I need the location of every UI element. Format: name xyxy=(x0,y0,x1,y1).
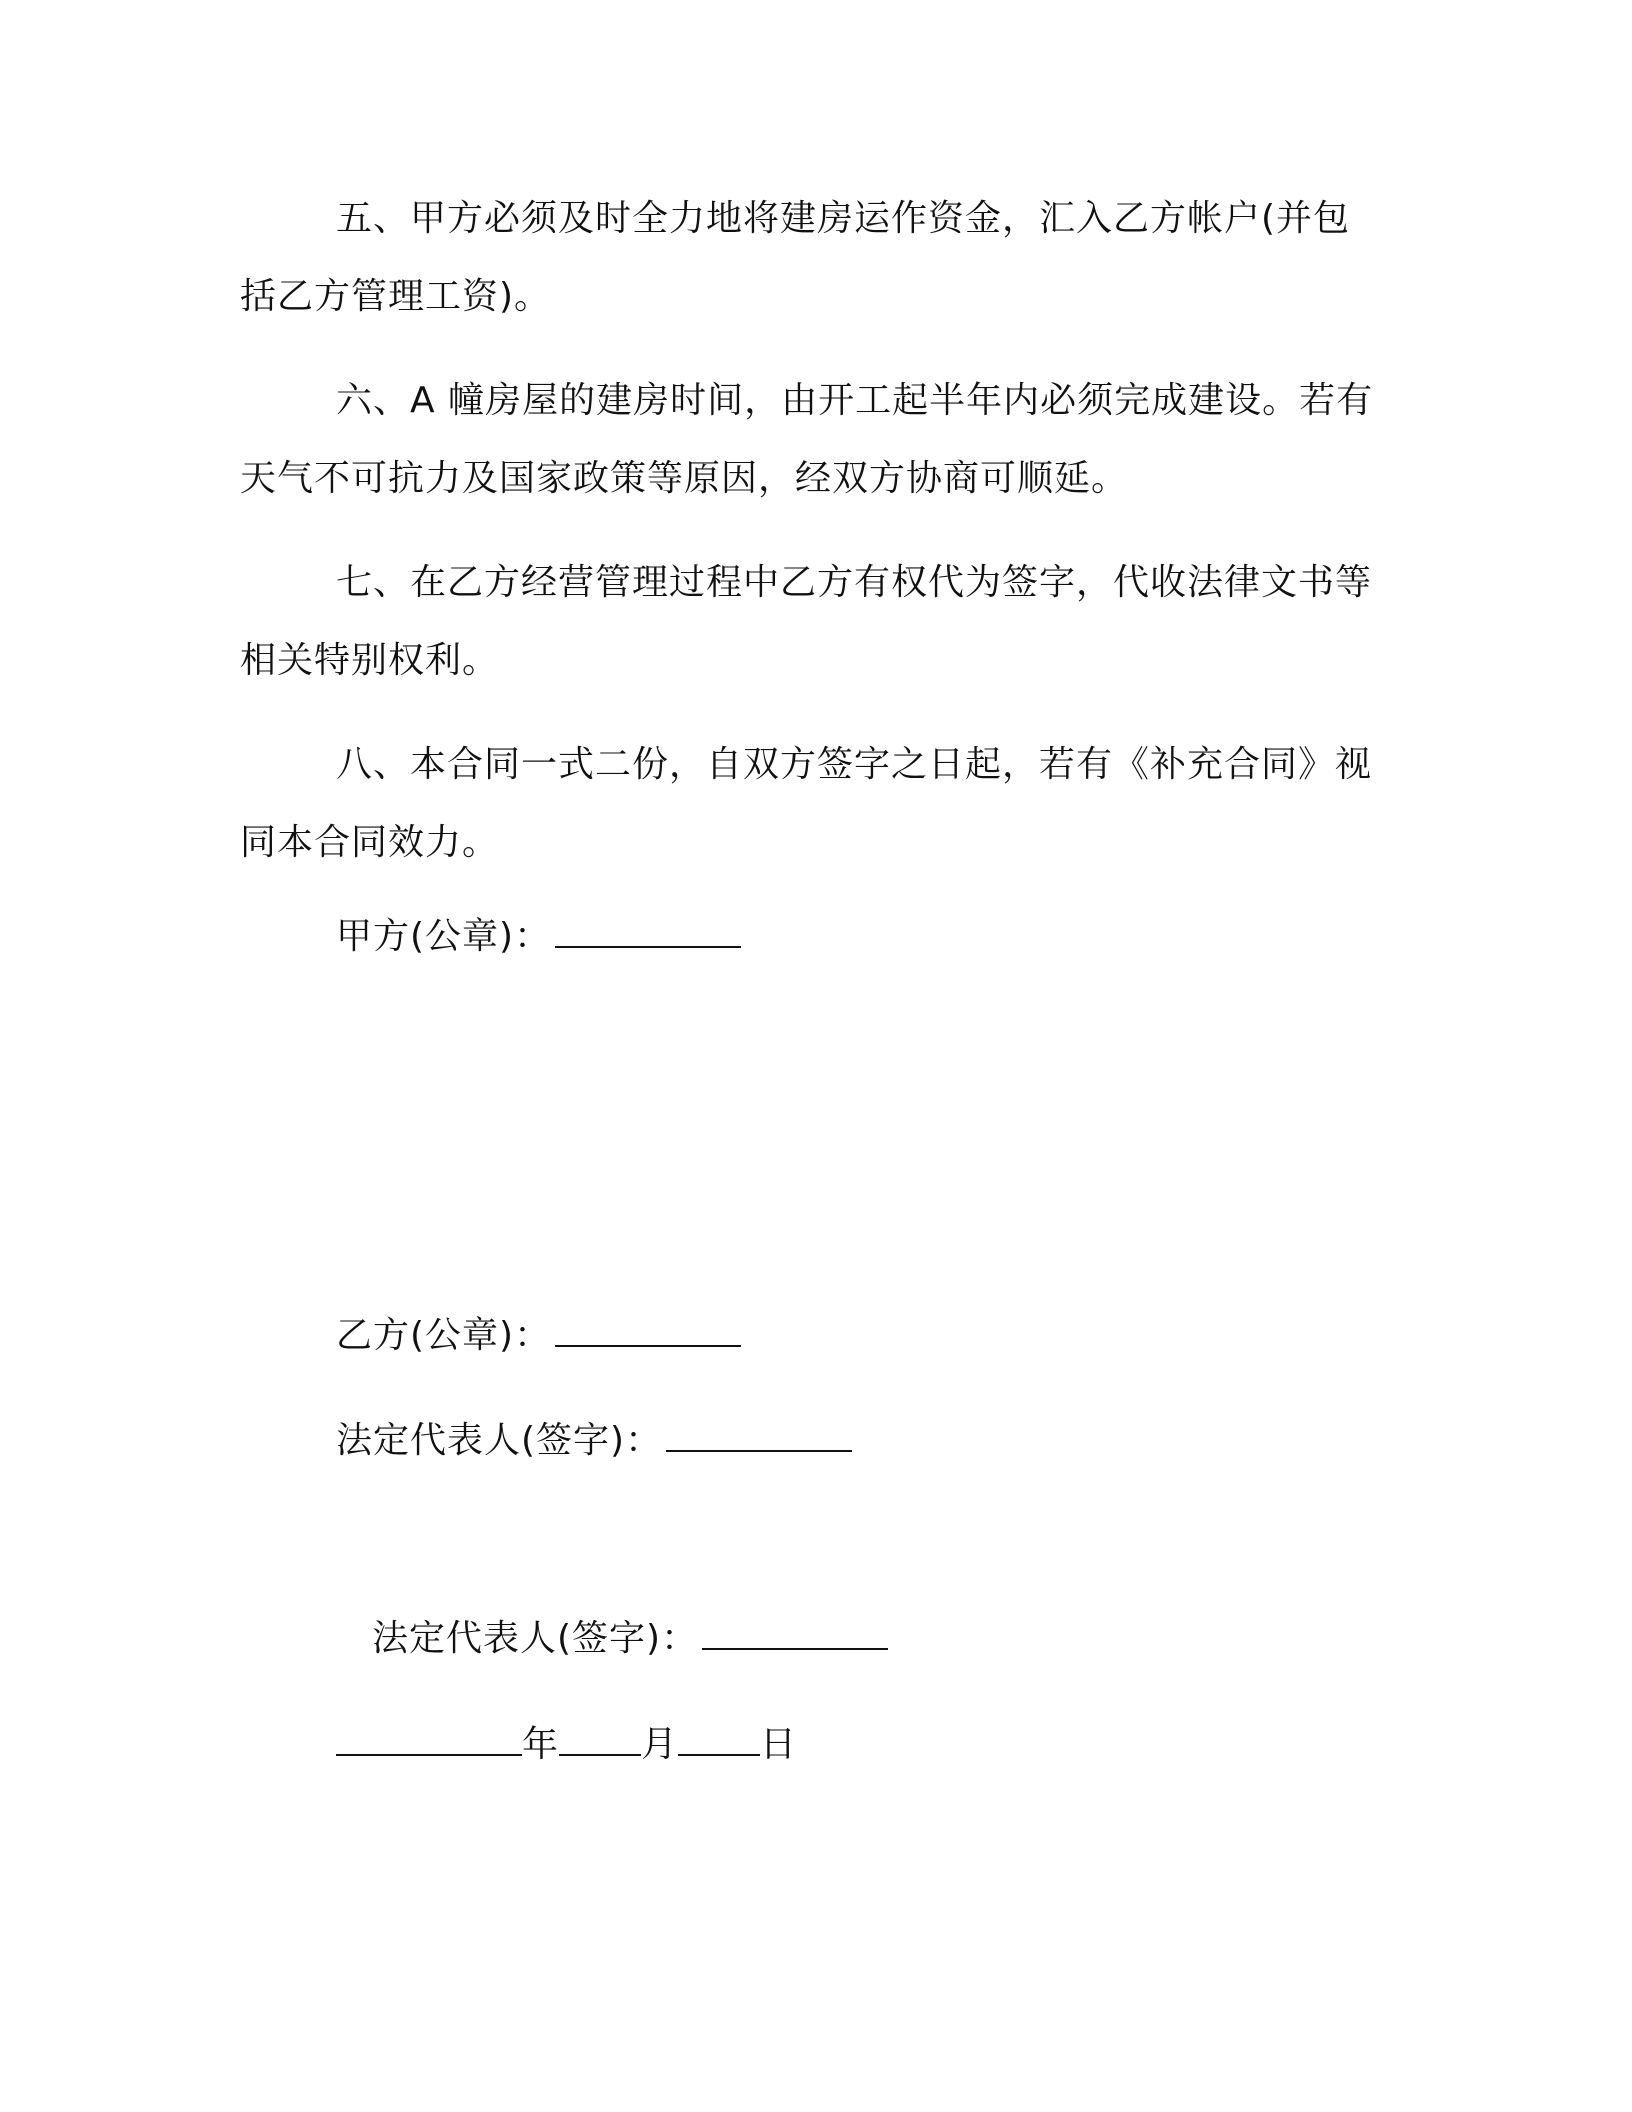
day-label: 日 xyxy=(760,1724,798,1765)
party-a-seal-label: 甲方(公章)： xyxy=(336,916,552,957)
clause-seven: 七、在乙方经营管理过程中乙方有权代为签字，代收法律文书等相关特别权利。 xyxy=(240,562,1373,681)
legal-rep-signature-label-2: 法定代表人(签字)： xyxy=(372,1618,699,1659)
month-blank[interactable] xyxy=(559,1720,641,1756)
day-blank[interactable] xyxy=(678,1720,760,1756)
party-a-seal-line xyxy=(336,912,741,962)
party-a-seal-blank[interactable] xyxy=(555,912,741,948)
party-b-seal-line xyxy=(336,1311,741,1361)
legal-rep-signature-line-1 xyxy=(336,1416,852,1466)
party-b-seal-label: 乙方(公章)： xyxy=(336,1315,552,1356)
legal-rep-signature-line-2 xyxy=(372,1614,888,1664)
clause-eight: 八、本合同一式二份，自双方签字之日起，若有《补充合同》视同本合同效力。 xyxy=(240,744,1373,863)
month-label: 月 xyxy=(641,1724,679,1765)
legal-rep-signature-blank-1[interactable] xyxy=(666,1416,852,1452)
year-blank[interactable] xyxy=(336,1720,522,1756)
year-label: 年 xyxy=(522,1724,560,1765)
legal-rep-signature-blank-2[interactable] xyxy=(702,1614,888,1650)
clause-six: 六、A 幢房屋的建房时间，由开工起半年内必须完成建设。若有天气不可抗力及国家政策等原因，经双方协商可顺延。 xyxy=(240,380,1374,499)
clause-five: 五、甲方必须及时全力地将建房运作资金，汇入乙方帐户(并包括乙方管理工资)。 xyxy=(240,198,1351,317)
party-b-seal-blank[interactable] xyxy=(555,1311,741,1347)
date-line xyxy=(336,1720,797,1770)
legal-rep-signature-label-1: 法定代表人(签字)： xyxy=(336,1420,663,1461)
